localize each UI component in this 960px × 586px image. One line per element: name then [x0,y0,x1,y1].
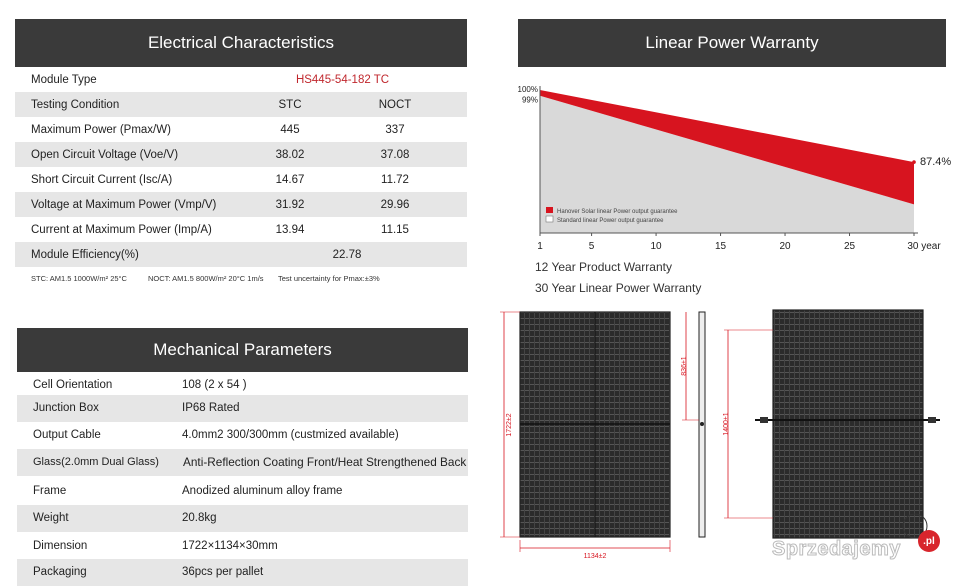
electrical-table [15,67,467,269]
stc-value: 14.67 [275,173,305,186]
height-dimension-label: 1722±2 [506,413,513,437]
module-type-label: Module Type [31,73,97,86]
x-tick-label: 15 [714,241,727,252]
stc-note: STC: AM1.5 1000W/m² 25°C [31,274,127,283]
row-label: Output Cable [33,429,101,442]
table-row [15,242,467,267]
end-point-marker [912,160,916,164]
noct-value: 11.72 [381,173,409,186]
width-dimension-label: 1134±2 [583,553,607,560]
table-row [17,505,468,532]
table-row [17,395,468,422]
table-row [17,449,468,476]
mechanical-parameters-title: Mechanical Parameters [153,340,332,359]
row-label: Maximum Power (Pmax/W) [31,123,171,136]
table-row [15,142,467,167]
row-value: 108 (2 x 54 ) [182,379,247,392]
row-value: IP68 Rated [182,402,240,415]
x-tick-label: 10 [650,241,662,252]
x-tick-label: 30 year [907,241,941,252]
row-value: 20.8kg [182,512,217,525]
row-label: Open Circuit Voltage (Voe/V) [31,148,179,161]
efficiency-label: Module Efficiency(%) [31,248,139,261]
efficiency-value: 22.78 [332,248,362,261]
x-tick-label: 1 [537,241,543,252]
uncertainty-note: Test uncertainty for Pmax:±3% [278,274,380,283]
row-label: Current at Maximum Power (Imp/A) [31,223,212,236]
electrical-characteristics-header [15,19,467,67]
end-value-label: 87.4% [920,156,952,169]
stc-value: 31.92 [275,198,305,211]
electrical-characteristics-title: Electrical Characteristics [147,33,335,52]
warranty-chart [500,78,960,258]
table-row [17,422,468,449]
legend-swatch-standard [546,216,553,222]
stc-header: STC [278,98,302,111]
table-row [15,217,467,242]
row-label: Frame [33,485,67,498]
watermark-text: Sprzedajemy [772,538,901,560]
noct-value: 337 [385,123,405,136]
mechanical-table [17,372,468,586]
mechanical-parameters-header [17,328,468,372]
noct-note: NOCT: AM1.5 800W/m² 20°C 1m/s [148,274,264,283]
legend-swatch-hanover [546,207,553,213]
table-row [15,192,467,217]
side-view-drawing [682,312,705,537]
row-label: Junction Box [33,402,99,415]
noct-value: 29.96 [380,198,410,211]
warranty-chart-svg [500,78,960,258]
stc-value: 13.94 [275,223,305,236]
watermark-badge: .pl [918,530,940,552]
row-value: 1722×1134×30mm [182,540,278,553]
row-label: Dimension [33,540,88,553]
row-label: Weight [33,512,69,525]
table-row [17,533,468,560]
front-view-drawing [500,312,670,552]
module-type-value: HS445-54-182 TC [295,73,390,86]
table-row [15,92,467,117]
product-warranty-text: 12 Year Product Warranty [535,260,672,274]
row-label: Packaging [33,566,87,579]
row-label: Voltage at Maximum Power (Vmp/V) [31,198,217,211]
table-row [15,167,467,192]
noct-header: NOCT [378,98,412,111]
x-tick-label: 5 [588,241,595,252]
row-label: Testing Condition [31,98,120,111]
row-label: Cell Orientation [33,379,113,392]
row-label: Short Circuit Current (Isc/A) [31,173,173,186]
linear-warranty-text: 30 Year Linear Power Warranty [535,281,702,295]
back-view-drawing [724,310,940,538]
row-value: Anti-Reflection Coating Front/Heat Strengthened Back [183,455,467,470]
stc-value: 445 [280,123,300,136]
noct-value: 37.08 [380,148,410,161]
noct-value: 11.15 [381,223,409,236]
x-tick-label: 20 [779,241,791,252]
linear-power-warranty-header [518,19,946,67]
row-value: 36pcs per pallet [182,566,264,579]
mount-dimension-label: 1400±1 [723,412,730,436]
table-row [15,67,467,92]
row-label: Glass(2.0mm Dual Glass) [33,456,159,469]
x-tick-label: 25 [843,241,856,252]
table-row [17,478,468,505]
legend-label-standard: Standard linear Power output guarantee [557,218,664,224]
table-row [17,559,468,586]
row-value: Anodized aluminum alloy frame [182,485,343,498]
y-label-99: 99% [521,95,538,105]
table-row [15,117,467,142]
side-dimension-label: 836±1 [681,356,688,376]
y-label-100: 100% [517,85,538,94]
row-value: 4.0mm2 300/300mm (custmized available) [182,429,399,442]
linear-power-warranty-title: Linear Power Warranty [645,33,819,52]
legend-label-hanover: Hanover Solar linear Power output guarantee [557,209,678,215]
stc-value: 38.02 [275,148,305,161]
